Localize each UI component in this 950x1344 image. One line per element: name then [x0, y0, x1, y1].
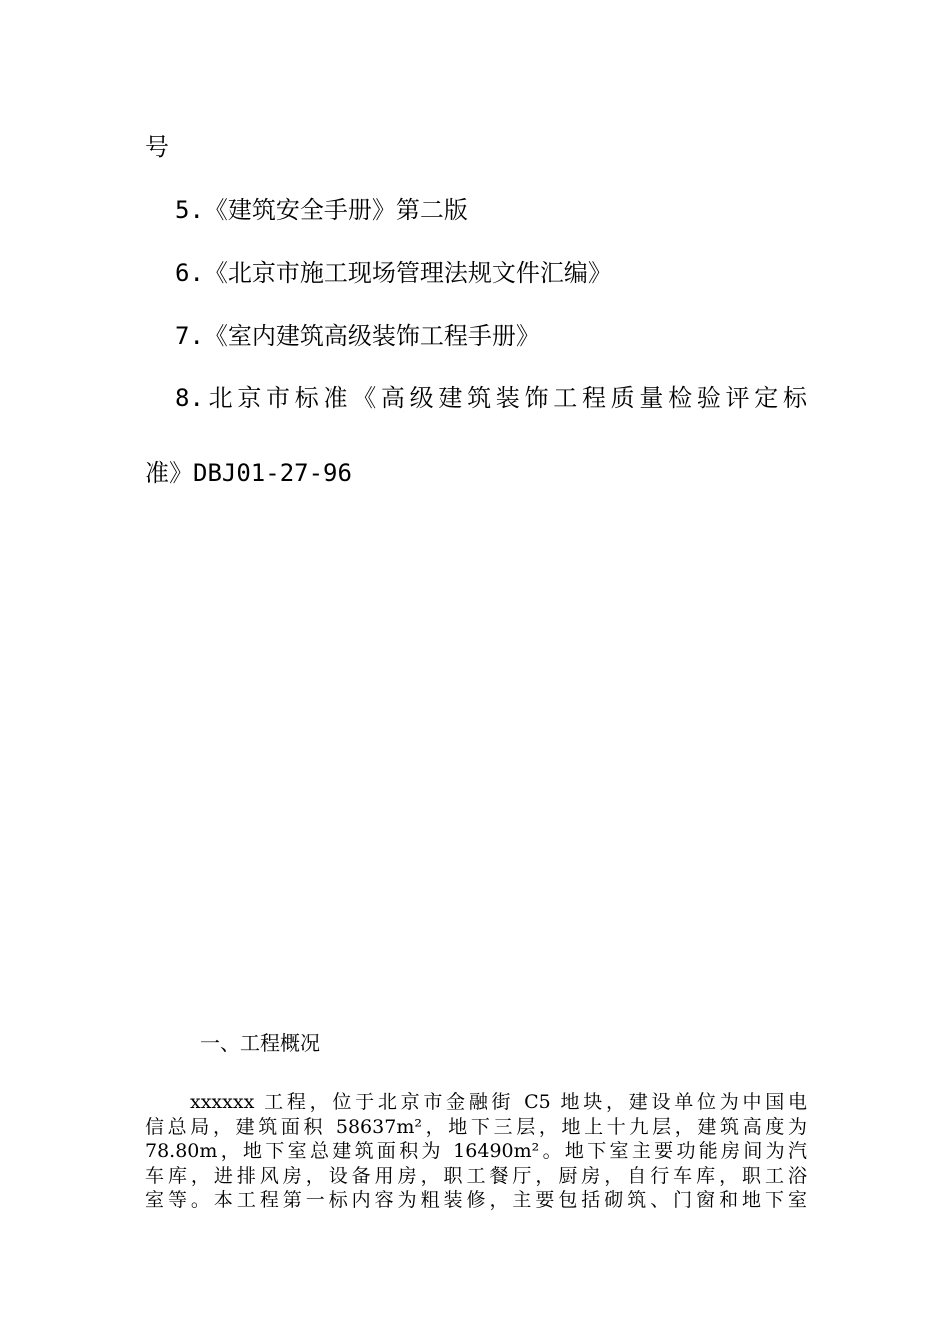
project-overview-paragraph	[145, 1090, 807, 1213]
reference-continuation: 号	[145, 133, 169, 161]
reference-item-5: 5.《建筑安全手册》第二版	[175, 196, 468, 224]
paragraph-line: 室等。本工程第一标内容为粗装修，主要包括砌筑、门窗和地下室	[145, 1189, 807, 1211]
paragraph-line: xxxxxx 工程，位于北京市金融街 C5 地块，建设单位为中国电	[190, 1091, 807, 1113]
reference-item-6: 6.《北京市施工现场管理法规文件汇编》	[175, 259, 612, 287]
paragraph-line: 车库，进排风房，设备用房，职工餐厅，厨房，自行车库，职工浴	[145, 1164, 807, 1187]
reference-item-8-continuation: 准》DBJ01-27-96	[145, 459, 352, 487]
section-heading: 一、工程概况	[200, 1031, 320, 1055]
reference-item-7: 7.《室内建筑高级装饰工程手册》	[175, 322, 540, 350]
paragraph-line: 信总局，建筑面积 58637m²，地下三层，地上十九层，建筑高度为	[145, 1115, 807, 1138]
reference-item-8: 8.北京市标准《高级建筑装饰工程质量检验评定标	[175, 384, 807, 412]
paragraph-line: 78.80m，地下室总建筑面积为 16490m²。地下室主要功能房间为汽	[145, 1140, 807, 1162]
